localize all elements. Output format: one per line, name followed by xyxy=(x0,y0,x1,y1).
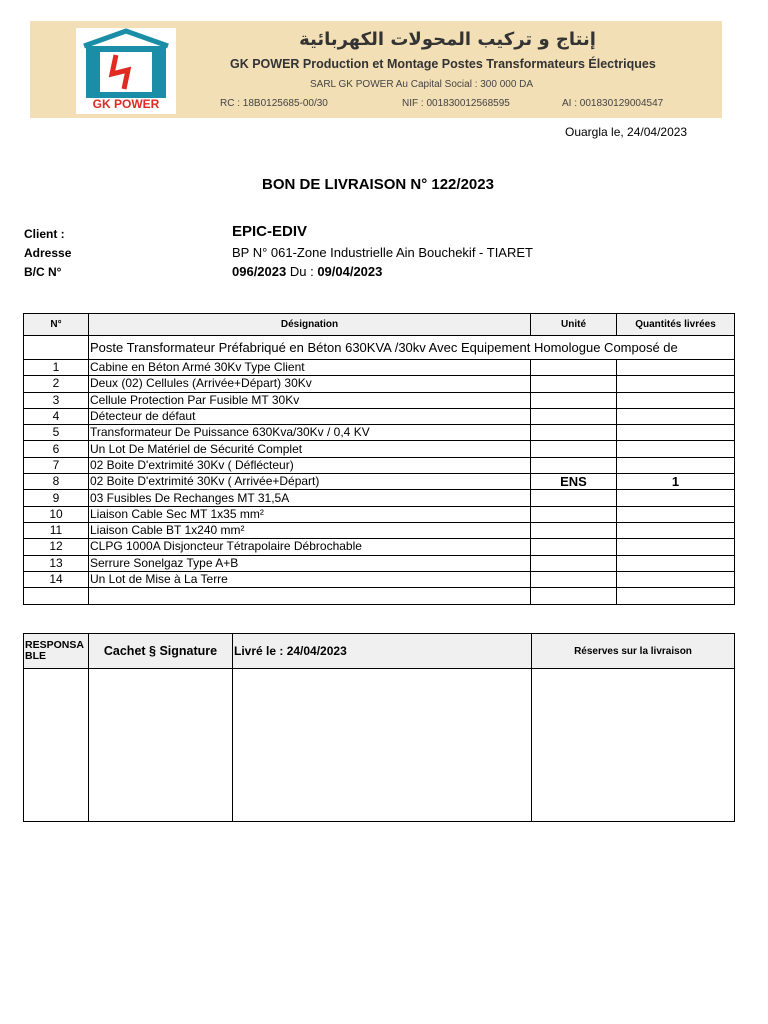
row-qty xyxy=(617,506,735,522)
row-qty xyxy=(617,376,735,392)
row-num: 2 xyxy=(24,376,89,392)
logo-text: GK POWER xyxy=(92,97,160,111)
nif-number: NIF : 001830012568595 xyxy=(402,98,510,109)
header-num: N° xyxy=(24,314,89,336)
row-qty xyxy=(617,490,735,506)
row-qty xyxy=(617,571,735,587)
row-unite xyxy=(531,425,617,441)
row-unite xyxy=(531,376,617,392)
rc-number: RC : 18B0125685-00/30 xyxy=(220,98,328,109)
ai-number: AI : 001830129004547 xyxy=(562,98,664,109)
row-designation: 03 Fusibles De Rechanges MT 31,5A xyxy=(89,490,531,506)
row-unite xyxy=(531,408,617,424)
row-unite xyxy=(531,539,617,555)
client-label: Client : xyxy=(24,227,65,241)
table-row xyxy=(24,571,735,587)
reserves-label: Réserves sur la livraison xyxy=(532,634,735,669)
capital-line: SARL GK POWER Au Capital Social : 300 000 DA xyxy=(310,79,534,90)
reserves-cell xyxy=(532,669,735,822)
row-qty xyxy=(617,360,735,376)
row-qty xyxy=(617,425,735,441)
row-unite xyxy=(531,457,617,473)
table-row xyxy=(24,457,735,473)
bc-du: Du : xyxy=(286,264,318,279)
row-designation: Cabine en Béton Armé 30Kv Type Client xyxy=(89,360,531,376)
empty-row xyxy=(24,588,735,605)
logo-graphic xyxy=(76,28,176,98)
cachet-cell xyxy=(89,669,233,822)
letterhead xyxy=(30,21,722,118)
header-unite: Unité xyxy=(531,314,617,336)
row-num: 10 xyxy=(24,506,89,522)
row-qty xyxy=(617,457,735,473)
row-num: 7 xyxy=(24,457,89,473)
client-value: EPIC-EDIV xyxy=(232,223,308,240)
bc-value xyxy=(232,264,382,279)
livre-label: Livré le : 24/04/2023 xyxy=(233,634,532,669)
row-unite xyxy=(531,441,617,457)
row-unite xyxy=(531,506,617,522)
row-num: 5 xyxy=(24,425,89,441)
table-row xyxy=(24,539,735,555)
address-label: Adresse xyxy=(24,246,72,260)
table-row xyxy=(24,408,735,424)
bc-label: B/C N° xyxy=(24,265,62,279)
document-title: BON DE LIVRAISON N° 122/2023 xyxy=(262,176,494,193)
bc-number: 096/2023 xyxy=(232,264,287,279)
header-designation: Désignation xyxy=(89,314,531,336)
address-value: BP N° 061-Zone Industrielle Ain Bouchekif - TIARET xyxy=(232,245,533,260)
company-logo xyxy=(76,28,176,114)
cachet-label: Cachet § Signature xyxy=(89,634,233,669)
row-designation: 02 Boite D'extrimité 30Kv ( Déflécteur) xyxy=(89,457,531,473)
row-designation: Liaison Cable Sec MT 1x35 mm² xyxy=(89,506,531,522)
table-row xyxy=(24,490,735,506)
row-unite xyxy=(531,392,617,408)
header-qty: Quantités livrées xyxy=(617,314,735,336)
table-header-row xyxy=(24,314,735,336)
row-qty xyxy=(617,392,735,408)
row-qty: 1 xyxy=(617,474,735,490)
row-designation: Transformateur De Puissance 630Kva/30Kv / 0,4 KV xyxy=(89,425,531,441)
responsable-label: RESPONSA BLE xyxy=(24,634,89,669)
row-qty xyxy=(617,522,735,538)
bc-date: 09/04/2023 xyxy=(317,264,383,279)
row-designation: Un Lot De Matériel de Sécurité Complet xyxy=(89,441,531,457)
row-num: 1 xyxy=(24,360,89,376)
company-line: GK POWER Production et Montage Postes Transformateurs Électriques xyxy=(230,57,656,71)
row-qty xyxy=(617,441,735,457)
row-num: 9 xyxy=(24,490,89,506)
row-unite xyxy=(531,522,617,538)
row-designation: Cellule Protection Par Fusible MT 30Kv xyxy=(89,392,531,408)
table-row xyxy=(24,506,735,522)
table-row xyxy=(24,522,735,538)
row-designation: Liaison Cable BT 1x240 mm² xyxy=(89,522,531,538)
livre-cell xyxy=(233,669,532,822)
row-num: 14 xyxy=(24,571,89,587)
row-designation: Un Lot de Mise à La Terre xyxy=(89,571,531,587)
date-line: Ouargla le, 24/04/2023 xyxy=(565,125,688,139)
row-designation: Serrure Sonelgaz Type A+B xyxy=(89,555,531,571)
row-num: 8 xyxy=(24,474,89,490)
row-unite xyxy=(531,360,617,376)
signature-table xyxy=(23,633,735,822)
row-num: 13 xyxy=(24,555,89,571)
signature-body-row xyxy=(24,669,735,822)
row-num: 6 xyxy=(24,441,89,457)
row-unite xyxy=(531,490,617,506)
items-table xyxy=(23,313,735,605)
table-row xyxy=(24,425,735,441)
row-num: 11 xyxy=(24,522,89,538)
intro-text: Poste Transformateur Préfabriqué en Béton 630KVA /30kv Avec Equipement Homologue Composé de xyxy=(89,336,735,360)
row-unite: ENS xyxy=(531,474,617,490)
row-designation: 02 Boite D'extrimité 30Kv ( Arrivée+Départ) xyxy=(89,474,531,490)
row-qty xyxy=(617,539,735,555)
signature-header-row xyxy=(24,634,735,669)
row-designation: Deux (02) Cellules (Arrivée+Départ) 30Kv xyxy=(89,376,531,392)
row-qty xyxy=(617,408,735,424)
table-row xyxy=(24,441,735,457)
table-row xyxy=(24,474,735,490)
row-num: 4 xyxy=(24,408,89,424)
row-num: 3 xyxy=(24,392,89,408)
row-qty xyxy=(617,555,735,571)
table-row xyxy=(24,360,735,376)
arabic-title: إنتاج و تركيب المحولات الكهربائية xyxy=(299,29,596,50)
intro-row xyxy=(24,336,735,360)
table-row xyxy=(24,376,735,392)
row-designation: CLPG 1000A Disjoncteur Tétrapolaire Débrochable xyxy=(89,539,531,555)
row-designation: Détecteur de défaut xyxy=(89,408,531,424)
table-row xyxy=(24,392,735,408)
row-unite xyxy=(531,555,617,571)
table-row xyxy=(24,555,735,571)
row-unite xyxy=(531,571,617,587)
responsable-cell xyxy=(24,669,89,822)
row-num: 12 xyxy=(24,539,89,555)
